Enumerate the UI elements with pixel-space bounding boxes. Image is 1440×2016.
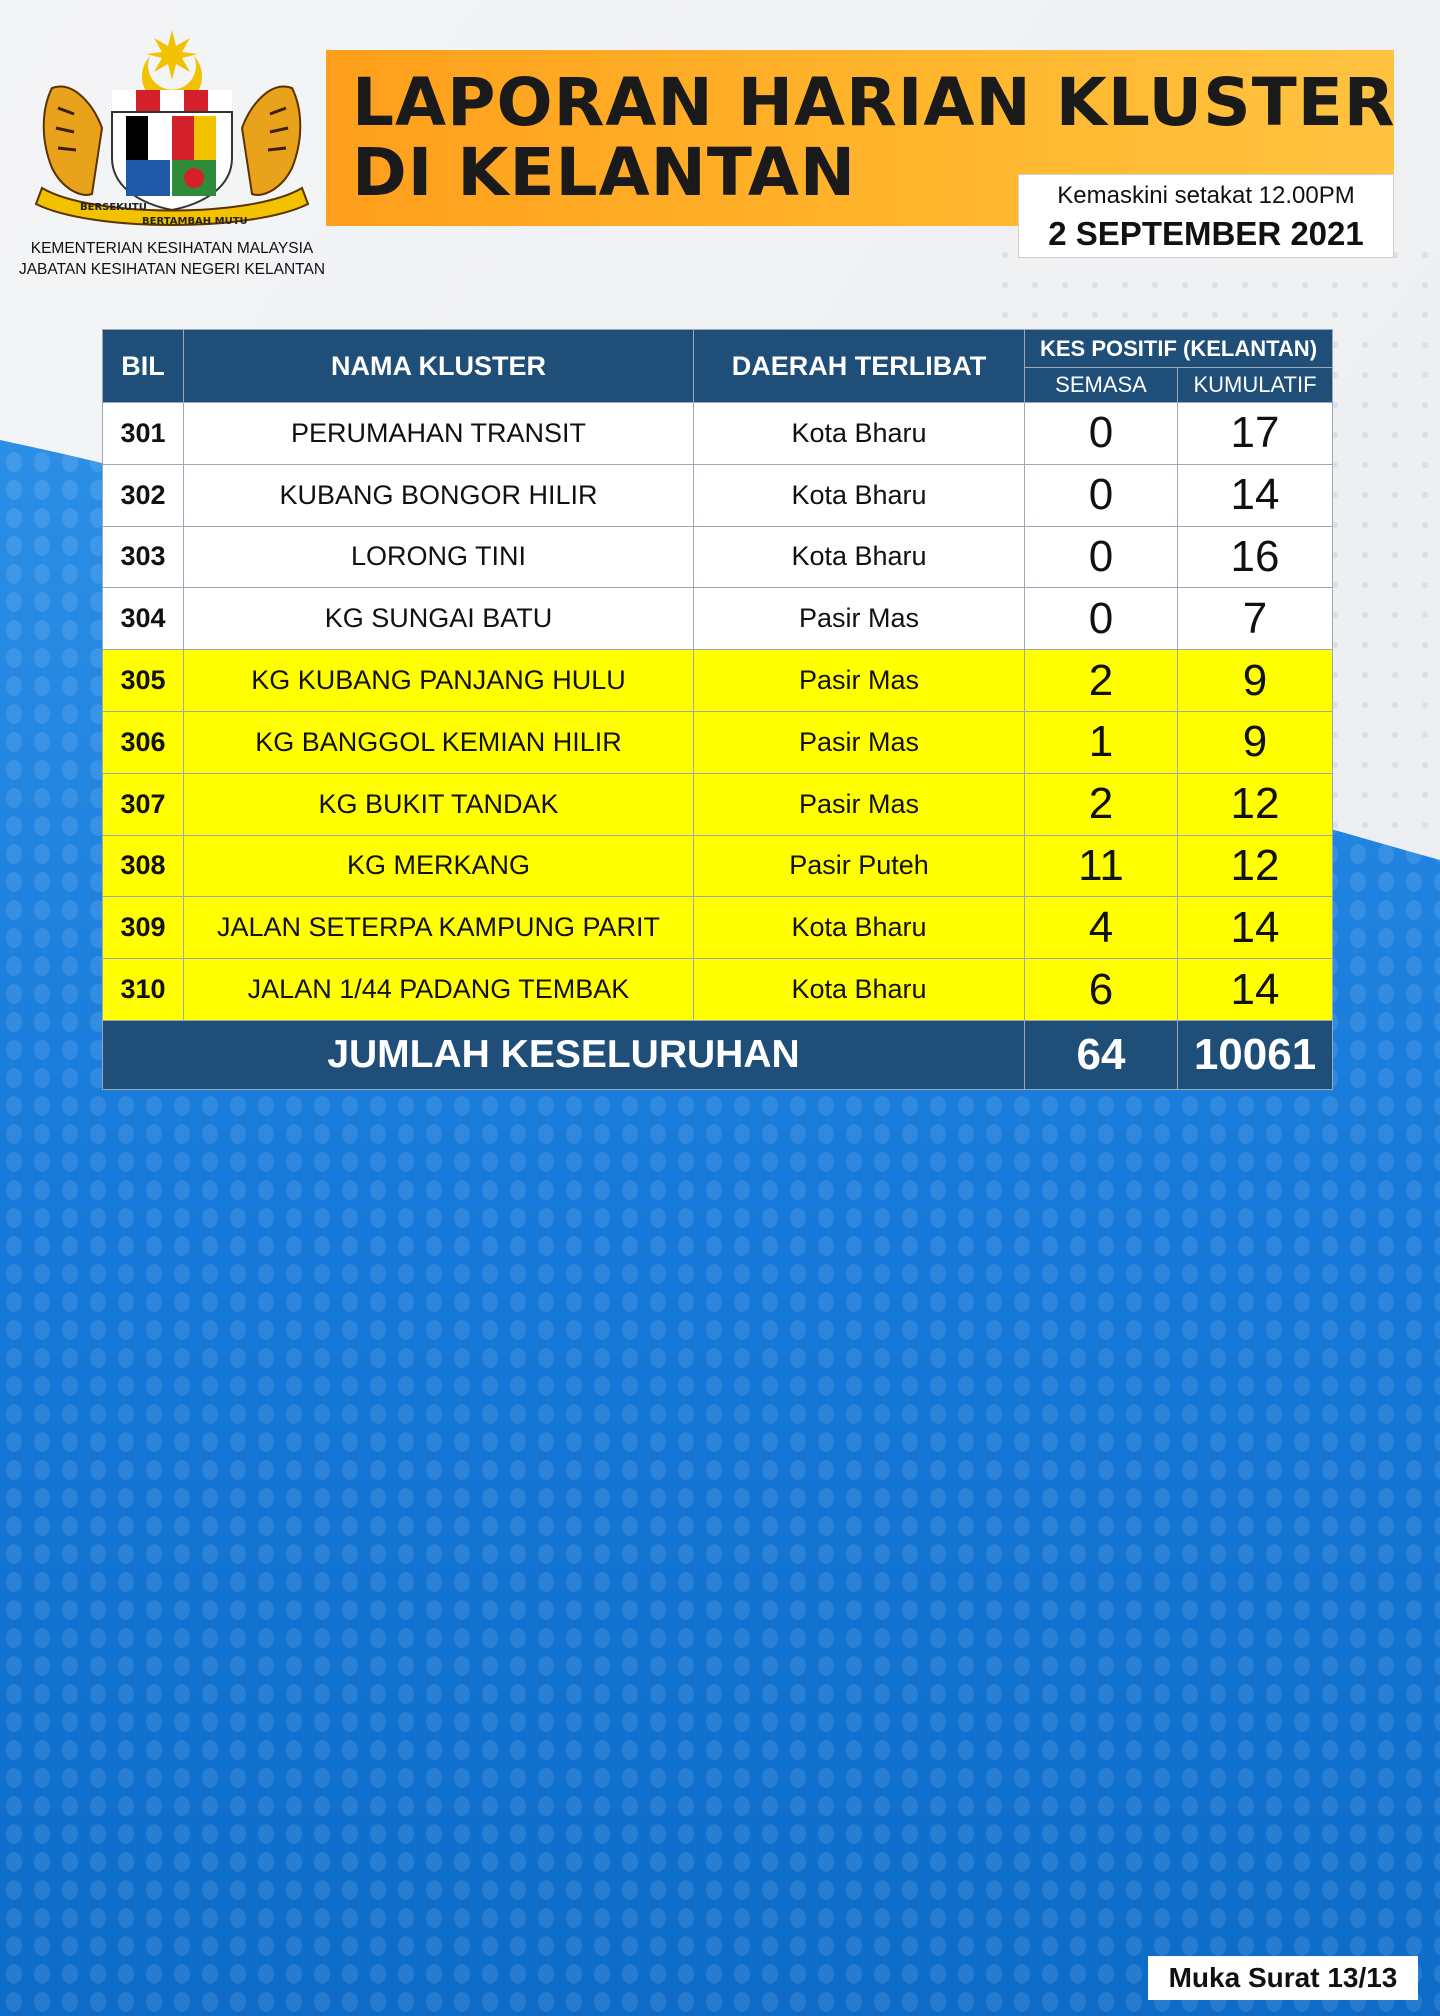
cell-bil: 302 bbox=[103, 464, 184, 526]
table-row bbox=[103, 711, 1333, 773]
ministry-name bbox=[0, 238, 344, 280]
table-row bbox=[103, 588, 1333, 650]
cell-kumulatif: 16 bbox=[1178, 526, 1333, 588]
title-line-2: DI KELANTAN bbox=[352, 134, 857, 211]
cell-semasa: 1 bbox=[1025, 711, 1178, 773]
table-row bbox=[103, 650, 1333, 712]
coat-of-arms-logo bbox=[22, 18, 322, 238]
total-row bbox=[103, 1020, 1333, 1089]
cell-daerah: Pasir Puteh bbox=[694, 835, 1025, 897]
total-label: JUMLAH KESELURUHAN bbox=[103, 1020, 1025, 1089]
cell-daerah: Kota Bharu bbox=[694, 897, 1025, 959]
cell-semasa: 6 bbox=[1025, 959, 1178, 1021]
update-date-box bbox=[1018, 174, 1394, 258]
cell-semasa: 11 bbox=[1025, 835, 1178, 897]
table-row bbox=[103, 835, 1333, 897]
cluster-table bbox=[102, 329, 1333, 1090]
total-semasa: 64 bbox=[1025, 1020, 1178, 1089]
cell-nama-kluster: KG MERKANG bbox=[184, 835, 694, 897]
cell-daerah: Pasir Mas bbox=[694, 711, 1025, 773]
cell-semasa: 2 bbox=[1025, 773, 1178, 835]
cell-daerah: Kota Bharu bbox=[694, 464, 1025, 526]
cell-nama-kluster: KG BANGGOL KEMIAN HILIR bbox=[184, 711, 694, 773]
cell-daerah: Kota Bharu bbox=[694, 959, 1025, 1021]
cell-bil: 309 bbox=[103, 897, 184, 959]
cell-daerah: Pasir Mas bbox=[694, 773, 1025, 835]
cell-nama-kluster: PERUMAHAN TRANSIT bbox=[184, 403, 694, 465]
cell-daerah: Pasir Mas bbox=[694, 650, 1025, 712]
cell-semasa: 0 bbox=[1025, 464, 1178, 526]
cell-nama-kluster: KG KUBANG PANJANG HULU bbox=[184, 650, 694, 712]
cell-semasa: 0 bbox=[1025, 588, 1178, 650]
table-row bbox=[103, 464, 1333, 526]
cell-nama-kluster: LORONG TINI bbox=[184, 526, 694, 588]
header-kumulatif: KUMULATIF bbox=[1178, 368, 1333, 403]
cell-semasa: 4 bbox=[1025, 897, 1178, 959]
cell-daerah: Kota Bharu bbox=[694, 403, 1025, 465]
cell-kumulatif: 9 bbox=[1178, 650, 1333, 712]
header-daerah-terlibat: DAERAH TERLIBAT bbox=[694, 330, 1025, 403]
update-label: Kemaskini setakat 12.00PM bbox=[1057, 182, 1355, 209]
table-row bbox=[103, 526, 1333, 588]
cell-daerah: Pasir Mas bbox=[694, 588, 1025, 650]
svg-text:BERSEKUTU: BERSEKUTU bbox=[80, 202, 147, 213]
table-row bbox=[103, 897, 1333, 959]
cell-bil: 310 bbox=[103, 959, 184, 1021]
cell-nama-kluster: KG SUNGAI BATU bbox=[184, 588, 694, 650]
cell-bil: 304 bbox=[103, 588, 184, 650]
total-kumulatif: 10061 bbox=[1178, 1020, 1333, 1089]
cell-nama-kluster: JALAN SETERPA KAMPUNG PARIT bbox=[184, 897, 694, 959]
cell-kumulatif: 14 bbox=[1178, 464, 1333, 526]
cell-kumulatif: 12 bbox=[1178, 773, 1333, 835]
cell-bil: 308 bbox=[103, 835, 184, 897]
cell-semasa: 2 bbox=[1025, 650, 1178, 712]
cell-bil: 305 bbox=[103, 650, 184, 712]
cell-semasa: 0 bbox=[1025, 526, 1178, 588]
report-date: 2 SEPTEMBER 2021 bbox=[1048, 215, 1364, 252]
title-line-1: LAPORAN HARIAN KLUSTER bbox=[352, 64, 1396, 141]
table-row bbox=[103, 403, 1333, 465]
cell-nama-kluster: KG BUKIT TANDAK bbox=[184, 773, 694, 835]
cell-kumulatif: 7 bbox=[1178, 588, 1333, 650]
cell-kumulatif: 14 bbox=[1178, 897, 1333, 959]
svg-text:BERTAMBAH MUTU: BERTAMBAH MUTU bbox=[142, 216, 248, 227]
cell-nama-kluster: KUBANG BONGOR HILIR bbox=[184, 464, 694, 526]
cell-kumulatif: 14 bbox=[1178, 959, 1333, 1021]
cell-daerah: Kota Bharu bbox=[694, 526, 1025, 588]
cell-semasa: 0 bbox=[1025, 403, 1178, 465]
cell-kumulatif: 17 bbox=[1178, 403, 1333, 465]
header-bil: BIL bbox=[103, 330, 184, 403]
page-number: Muka Surat 13/13 bbox=[1148, 1956, 1418, 2000]
cell-bil: 301 bbox=[103, 403, 184, 465]
cell-kumulatif: 12 bbox=[1178, 835, 1333, 897]
cell-bil: 307 bbox=[103, 773, 184, 835]
cell-nama-kluster: JALAN 1/44 PADANG TEMBAK bbox=[184, 959, 694, 1021]
cell-bil: 303 bbox=[103, 526, 184, 588]
ministry-line-1: KEMENTERIAN KESIHATAN MALAYSIA bbox=[30, 240, 314, 257]
table-row bbox=[103, 773, 1333, 835]
table-row bbox=[103, 959, 1333, 1021]
cluster-table-container bbox=[102, 329, 1332, 1090]
ministry-line-2: JABATAN KESIHATAN NEGERI KELANTAN bbox=[18, 261, 326, 278]
header-kes-positif: KES POSITIF (KELANTAN) bbox=[1025, 330, 1333, 368]
cell-kumulatif: 9 bbox=[1178, 711, 1333, 773]
header-nama-kluster: NAMA KLUSTER bbox=[184, 330, 694, 403]
header-semasa: SEMASA bbox=[1025, 368, 1178, 403]
cell-bil: 306 bbox=[103, 711, 184, 773]
